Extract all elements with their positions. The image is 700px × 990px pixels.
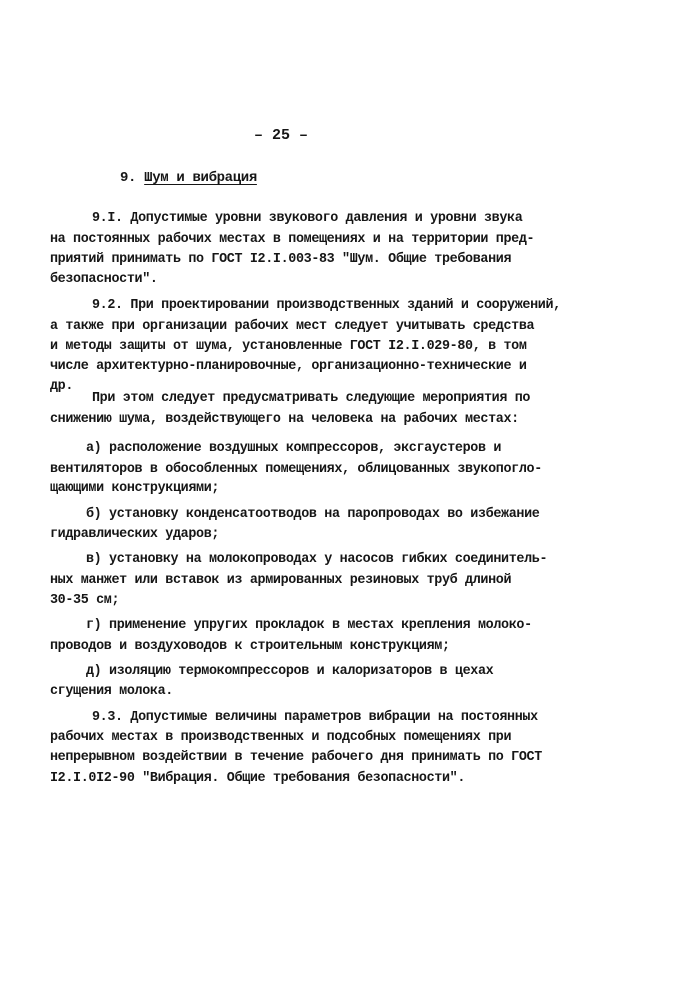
- text-line: гидравлических ударов;: [50, 527, 220, 542]
- section-heading: [120, 170, 257, 186]
- text-line: на постоянных рабочих местах в помещениях и на территории пред-: [50, 232, 535, 247]
- text-line: проводов и воздуховодов к строительным конструкциям;: [50, 639, 450, 654]
- section-number: 9.: [120, 170, 137, 186]
- text-line: а также при организации рабочих мест следует учитывать средства: [50, 319, 535, 334]
- text-line: числе архитектурно-планировочные, организационно-технические и: [50, 359, 527, 374]
- text-line: безопасности".: [50, 272, 158, 287]
- text-line: а) расположение воздушных компрессоров, эксгаустеров и: [86, 441, 502, 456]
- text-line: и методы защиты от шума, установленные ГОСТ I2.I.029-80, в том: [50, 339, 527, 354]
- text-line: др.: [50, 379, 74, 394]
- section-title: Шум и вибрация: [144, 170, 257, 186]
- page-number: – 25 –: [254, 127, 309, 144]
- text-line: вентиляторов в обособленных помещениях, облицованных звукопогло-: [50, 462, 542, 477]
- text-line: снижению шума, воздействующего на человека на рабочих местах:: [50, 412, 519, 427]
- text-line: г) применение упругих прокладок в местах крепления молоко-: [86, 618, 532, 633]
- text-line: I2.I.0I2-90 "Вибрация. Общие требования безопасности".: [50, 771, 466, 786]
- text-line: в) установку на молокопроводах у насосов гибких соединитель-: [86, 552, 548, 567]
- text-line: 9.3. Допустимые величины параметров вибрации на постоянных: [92, 710, 538, 725]
- text-line: 9.I. Допустимые уровни звукового давления и уровни звука: [92, 211, 523, 226]
- text-line: рабочих местах в производственных и подсобных помещениях при: [50, 730, 512, 745]
- text-line: щающими конструкциями;: [50, 481, 220, 496]
- text-line: приятий принимать по ГОСТ I2.I.003-83 "Шум. Общие требования: [50, 252, 512, 267]
- text-line: б) установку конденсатоотводов на паропроводах во избежание: [86, 507, 540, 522]
- text-line: сгущения молока.: [50, 684, 173, 699]
- text-line: ных манжет или вставок из армированных резиновых труб длиной: [50, 573, 512, 588]
- text-line: непрерывном воздействии в течение рабочего дня принимать по ГОСТ: [50, 750, 542, 765]
- text-line: 9.2. При проектировании производственных зданий и сооружений,: [92, 298, 561, 313]
- text-line: При этом следует предусматривать следующие мероприятия по: [92, 391, 531, 406]
- text-line: 30-35 см;: [50, 593, 120, 608]
- text-line: д) изоляцию термокомпрессоров и калоризаторов в цехах: [86, 664, 494, 679]
